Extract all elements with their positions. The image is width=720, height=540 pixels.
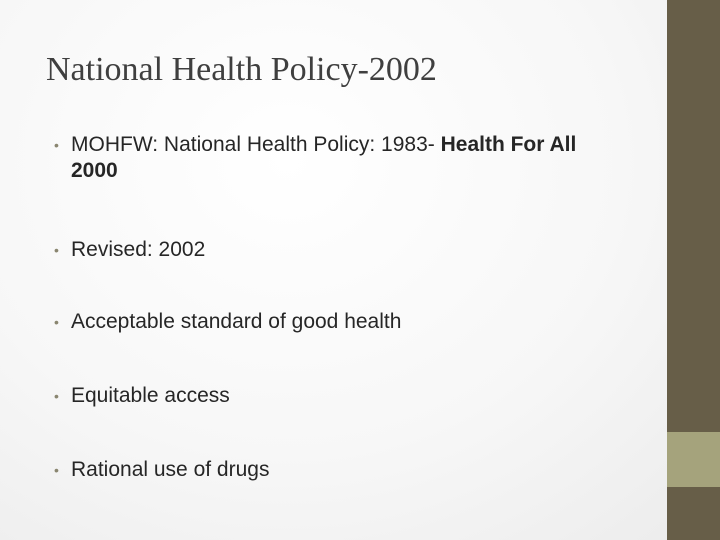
bullet-item: [54, 132, 614, 184]
bullet-item: [54, 383, 614, 409]
bullet-text: Acceptable standard of good health: [71, 310, 402, 333]
bullet-text: Rational use of drugs: [71, 458, 270, 481]
sidebar-accent-block: [667, 432, 720, 487]
bullet-icon: •: [54, 388, 59, 404]
bullet-icon: •: [54, 462, 59, 478]
bullet-item: [54, 309, 614, 335]
bullet-text: Revised: 2002: [71, 238, 206, 261]
bullet-icon: •: [54, 137, 59, 153]
bullet-text-emphasis: Health For All 2000: [71, 133, 577, 182]
bullet-text: [71, 132, 614, 184]
bullet-item: [54, 237, 614, 263]
slide-title: National Health Policy-2002: [46, 51, 437, 88]
bullet-text-plain: MOHFW: National Health Policy: 1983-: [71, 133, 441, 156]
bullet-icon: •: [54, 314, 59, 330]
bullet-text: Equitable access: [71, 384, 230, 407]
bullet-icon: •: [54, 242, 59, 258]
bullet-item: [54, 457, 614, 483]
